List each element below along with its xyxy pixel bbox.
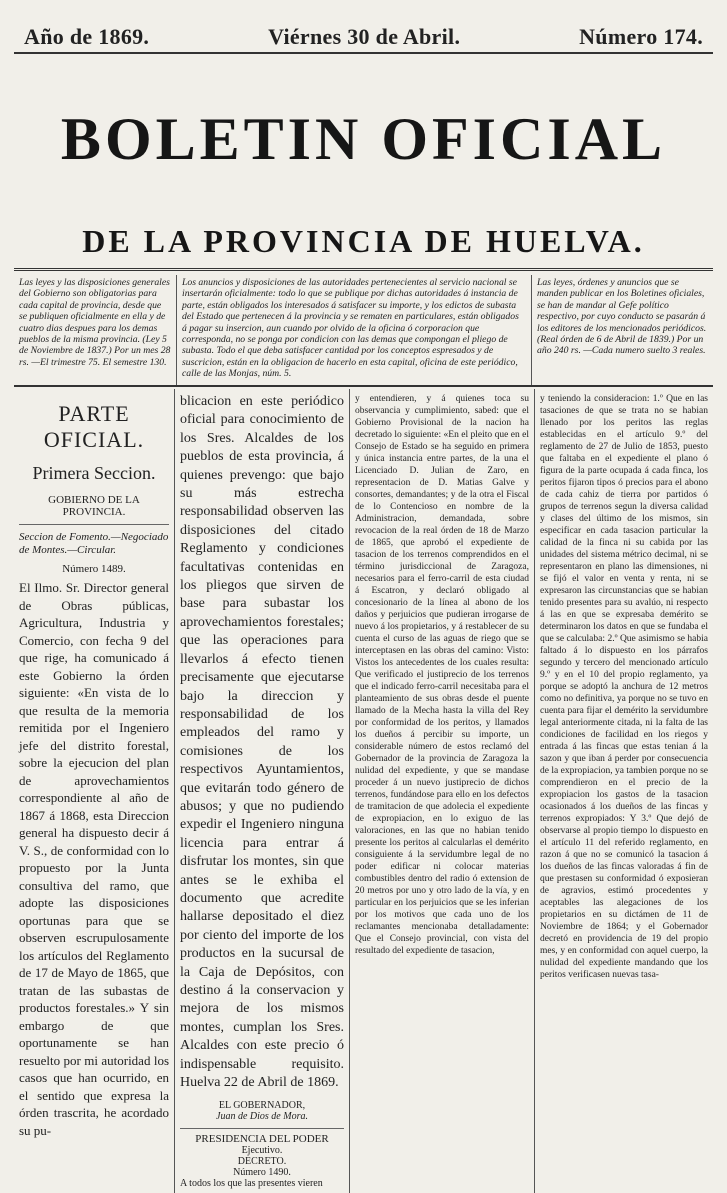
decree-body: y entendieren, y á quienes toca su observancia y cumplimiento, sabed: que el Gobierno Provisional de la nacion ha decretado lo siguiente: «En el pleito que en el Consejo de Estado se ha seguido en primera y única instancia entre partes, de la una el Licenciado D. Julian de Zaro, en representacion de D. Matias Galve y consortes, demandantes; y de la otra el Fiscal de lo Contencioso en nombre de la Administracion, demandada, sobre revocacion de la real órden de 18 de Marzo de 1865, que aprobó el expediente de tasacion de los terrenos comprendidos en el término jurisdiccional de Zaragoza, necesarios para el ferro-carril de esta ciudad á Escatron, y declaró obligado al concesionario de la línea al abono de los daños y perjuicios que pudieran irrogarse de nuevo á los propietarios, y á restablecer de su cuenta el curso de las aguas de riego que se interceptasen en las obras del camino: Visto: Vistos los antecedentes de los cuales resulta: Que verificado el justiprecio de los terrenos que el indicado ferro-carril necesitaba para el planteamiento de sus obras desde el puente llamado de la Mecha hasta la villa del Rey por conformidad de los peritos, y llamados los dueños á percibir su importe, un considerable número de estos reclamó del Gobernador de la provincia de Zaragoza la nulidad del expediente, y que se mandase proceder á un nuevo justiprecio de dichos terrenos, fundándose para ello en los defectos de tramitacion de que adolecia el expediente de expropiacion, en lo exiguo de las valoraciones, en las que no habian tenido presente los peritos al calcularlas el demérito consiguiente á la servidumbre legal de no poder edificar ni colocar materias combustibles dentro del radio ó extension de 20 metros por uno y otro lado de la vía, y en particular en los perjuicios que se les inferian por los motivos que cada uno de los reclamantes mencionaba detalladamente: Que el Consejo provincial, con vista del resultado del expediente de tasacion, (355, 394, 529, 956)
column-3 (349, 389, 534, 1193)
section-title: Seccion de Fomento.—Negociado de Montes.—Circular. (19, 531, 169, 556)
circular-body: El Ilmo. Sr. Director general de Obras públicas, Agricultura, Industria y Comercio, con fecha 9 del que rige, ha comunicado á este Gobierno la órden siguiente: «En vista de lo que resulta de la memoria remitida por el Ingeniero jefe del distrito forestal, sobre la ejecucion del plan de aprovechamientos correspondiente al año de 1867 á 1868, esta Direccion general ha dispuesto decir á V. S., de conformidad con lo propuesto por la Junta consultiva del ramo, que adopte las disposiciones oportunas para que se observen escrupulosamente los artículos del Reglamento de 17 de Mayo de 1865, que tratan de las subastas de productos forestales.» Y sin embargo de que oportunamente se han resuelto por mi autoridad los casos que han ocurrido, en el sentido que expresa la órden trascrita, he acordado su pu- (19, 580, 169, 1138)
date-bar (14, 8, 713, 54)
notice-right: Las leyes, órdenes y anuncios que se manden publicar en los Boletines oficiales, se han de mandar al Gefe político respectivo, por cuyo conducto se pasarán á los editores de los mencionados periódicos. (Real órden de 6 de Abril de 1839.) Por un año 240 rs. —Cada numero suelto 3 reales. (531, 275, 713, 385)
signature-name: Juan de Dios de Mora. (216, 1111, 308, 1123)
part-heading: PARTE OFICIAL. (43, 401, 145, 452)
section-heading: Primera Seccion. (32, 463, 156, 483)
issue-year: Año de 1869. (24, 24, 150, 49)
circular-continuation: blicacion en este periódico oficial para conocimiento de los Sres. Alcaldes de los pueblos de esta provincia, á quienes prevengo: que bajo su más estrecha responsabilidad observen las disposiciones del citado Reglamento y condiciones facultativas contenidas en los pliegos que sirven de base para subastar los aprovechamientos forestales; que las operaciones para llevarlos á efecto tienen precisamente que ejecutarse bajo la direccion y responsabilidad de los empleados del ramo y comisiones de los respectivos Ayuntamientos, que evitarán todo género de abusos; y que no pudiendo expedir el Ingeniero ninguna licencia para entrar á disfrutar los montes, sin que antes se le exhiba el documento que acredite hallarse depositado el diez por ciento del importe de los productos en la sucursal de la Caja de Depósitos, con destino á la conservacion y mejora de los mismos montes, cumplan los Sres. Alcaldes con este precio ó indispensable requisito. Huelva 22 de Abril de 1869. (180, 394, 344, 1091)
government-heading: GOBIERNO DE LA PROVINCIA. (19, 494, 169, 525)
decree-considerations: y teniendo la consideracion: 1.º Que en las tasaciones de que se trata no se habian llenado por los peritos las reglas establecidas en el artículo 9.º del reglamento de 27 de Julio de 1853, puesto que faltaba en el expediente el plano ó figura de la parte ocupada á cada finca, los peritos fijaron tipos ó precios para el abono de cada cahiz de tierra por partidos ó grupos de terrenos segun la diversa calidad y clases del último de los mismos, sin especificar en cada tasacion particular la calidad de la finca ni su cabida por las unidades del sistema métrico decimal, ni se representaron en plano las dimensiones, ni se fijó el valor en venta y renta, ni se expresaron las circunstancias que se habian tenido presentes para su avalúo, ni respecto á las en que se expresaba demérito se determinaron los datos en que se fundaba el que se calculaba: 2.º Que asimismo se habia faltado á lo dispuesto en los párrafos segundo y tercero del mencionado artículo 9.º y en el 10 del propio reglamento, ya porque se adoptó la anchura de 12 metros como no definitiva, ya porque no se tuvo en cuenta para fijar el demérito la servidumbre legal anteriormente citada, ni la falta de las condiciones de facilidad en los riegos y entrada á las fincas que estas tenian á la sazon y que iban á perder por consecuencia de la expropiacion, ya tambien porque no se comprendieron en el precio de la expropiacion los gastos de la tasacion ocasionados á los dueños de las fincas y terrenos expropiados: Y 3.º Que dejó de observarse al propio tiempo lo dispuesto en el artículo 11 del referido reglamento, en razon á que no se comunicó la tasacion á los dueños de las fincas valoradas á fin de que prestasen su conformidad ó exposieran de agravios, estimó procedentes y aceptables las alegaciones de los propietarios en su dictámen de 11 de Noviembre de 1864; y el Gobernador decretó en providencia de 19 del propio mes, y en conformidad con aquel cuerpo, la nulidad del expediente mandando que los peritos verificasen nuevas tasa- (540, 394, 708, 980)
masthead-title: BOLETIN OFICIAL (60, 106, 667, 172)
presidency-subheading: Ejecutivo. (241, 1145, 283, 1157)
article-columns (14, 389, 713, 1190)
issue-date: Viérnes 30 de Abril. (268, 24, 461, 49)
signature-title: EL GOBERNADOR, (218, 1100, 306, 1112)
decree-number: Número 1490. (233, 1167, 291, 1179)
decree-opening: A todos los que las presentes vieren (180, 1178, 323, 1190)
column-2 (174, 389, 349, 1193)
masthead-rule (14, 268, 713, 271)
column-4 (534, 389, 713, 1193)
notice-center: Los anuncios y disposiciones de las autoridades pertenecientes al servicio nacional se insertarán oficialmente: todo lo que se publique por dichas autoridades á instancia de parte, están obligados los interesados á satisfacer su importe, y los edictos de subasta del Estado que pertenecen á la provincia y se rematen en particulares, están obligados á pagar su insercion, aun cuando por olvido de la oficina ó corporacion que corresponda, no se ponga por condicion con las demas que compongan el pliego de subasta. Todo el que deba satisfacer cantidad por los conceptos espresados y de suscricion, están en la obligacion de hacerlo en esta capital, oficina de este periódico, calle de las Monjas, núm. 5. (176, 275, 531, 385)
notice-left: Las leyes y las disposiciones generales del Gobierno son obligatorias para cada capital de provincia, desde que se publiquen oficialmente en ella y de cuatro dias despues para los demas pueblos de la misma provincia. (Ley 5 de Noviembre de 1837.) Por un mes 28 rs. —El trimestre 75. El semestre 130. (19, 277, 171, 368)
circular-number: Número 1489. (62, 563, 126, 575)
issue-number: Número 174. (579, 24, 703, 49)
decree-label: DECRETO. (237, 1156, 287, 1168)
masthead-subtitle: DE LA PROVINCIA DE HUELVA. (82, 223, 645, 259)
notices-band (14, 275, 713, 387)
column-1 (14, 389, 174, 1193)
presidency-heading: PRESIDENCIA DEL PODER (180, 1128, 344, 1145)
